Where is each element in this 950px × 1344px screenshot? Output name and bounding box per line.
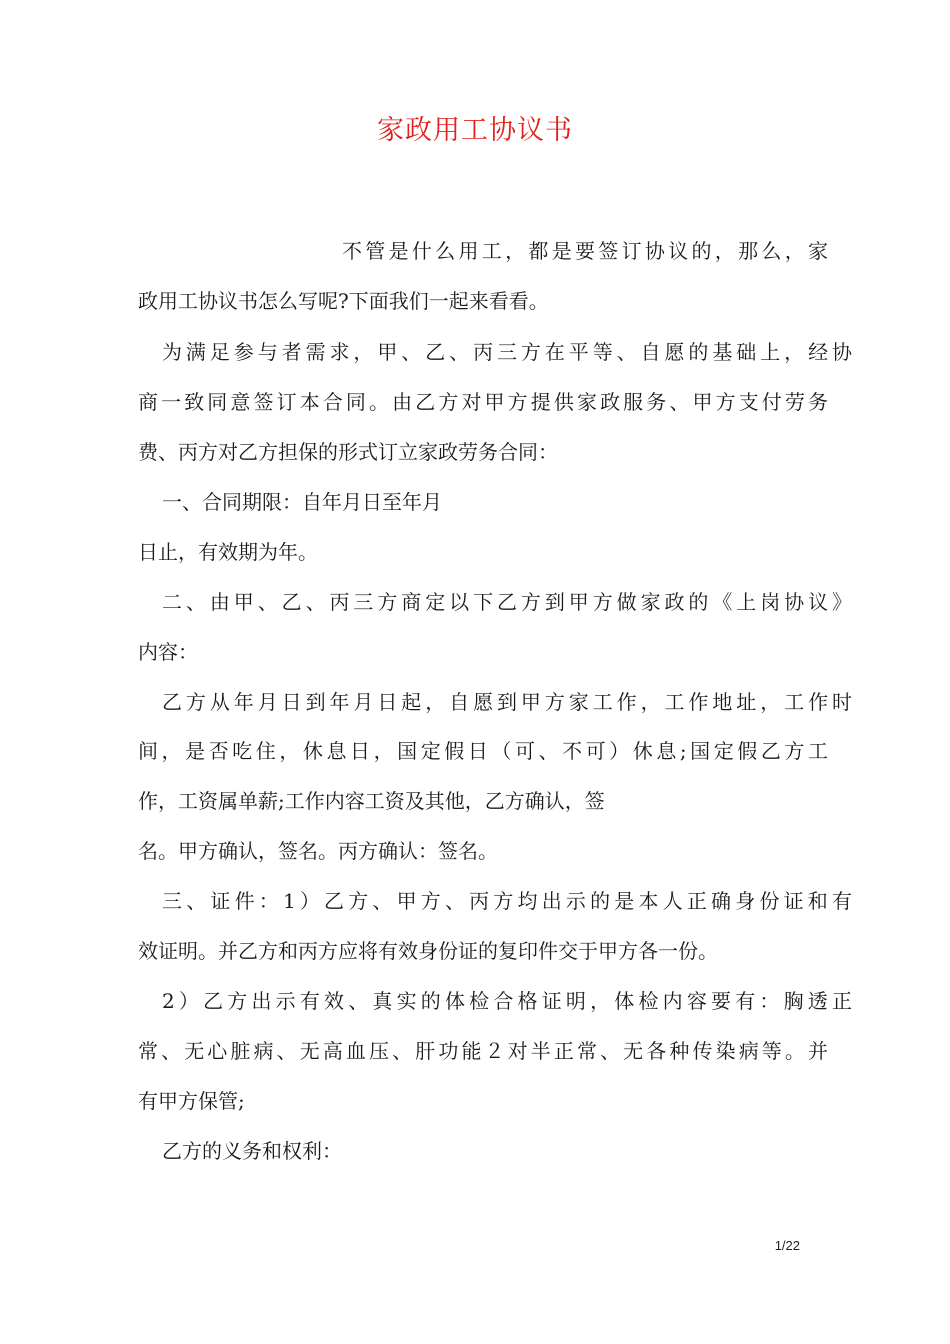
paragraph-line: 三、证件：1）乙方、甲方、丙方均出示的是本人正确身份证和有 <box>162 889 852 913</box>
paragraph-line: 二、由甲、乙、丙三方商定以下乙方到甲方做家政的《上岗协议》 <box>162 590 852 614</box>
paragraph-line: 内容： <box>138 640 198 664</box>
paragraph-line: 乙方从年月日到年月日起，自愿到甲方家工作，工作地址，工作时 <box>162 690 852 714</box>
paragraph-line: 常、无心脏病、无高血压、肝功能２对半正常、无各种传染病等。并 <box>138 1039 828 1063</box>
paragraph-line: 作，工资属单薪;工作内容工资及其他，乙方确认，签 <box>138 789 605 813</box>
paragraph-line: 费、丙方对乙方担保的形式订立家政劳务合同： <box>138 440 558 464</box>
paragraph-line: 政用工协议书怎么写呢?下面我们一起来看看。 <box>138 289 549 313</box>
paragraph-line: 2）乙方出示有效、真实的体检合格证明，体检内容要有：胸透正 <box>162 989 852 1013</box>
paragraph-line: 一、合同期限：自年月日至年月 <box>162 490 442 514</box>
paragraph-line: 为满足参与者需求，甲、乙、丙三方在平等、自愿的基础上，经协 <box>162 340 852 364</box>
paragraph-line: 有甲方保管; <box>138 1089 245 1113</box>
page-number: 1/22 <box>774 1238 800 1253</box>
paragraph-line: 名。甲方确认，签名。丙方确认：签名。 <box>138 839 498 863</box>
paragraph-line: 间，是否吃住，休息日，国定假日（可、不可）休息;国定假乙方工 <box>138 739 828 763</box>
paragraph-line: 商一致同意签订本合同。由乙方对甲方提供家政服务、甲方支付劳务 <box>138 390 828 414</box>
section-heading: 乙方的义务和权利： <box>162 1139 342 1163</box>
paragraph-line: 效证明。并乙方和丙方应将有效身份证的复印件交于甲方各一份。 <box>138 939 718 963</box>
paragraph-line: 不管是什么用工，都是要签订协议的，那么，家 <box>342 239 828 263</box>
paragraph-line: 日止，有效期为年。 <box>138 540 318 564</box>
document-title: 家政用工协议书 <box>377 115 573 146</box>
